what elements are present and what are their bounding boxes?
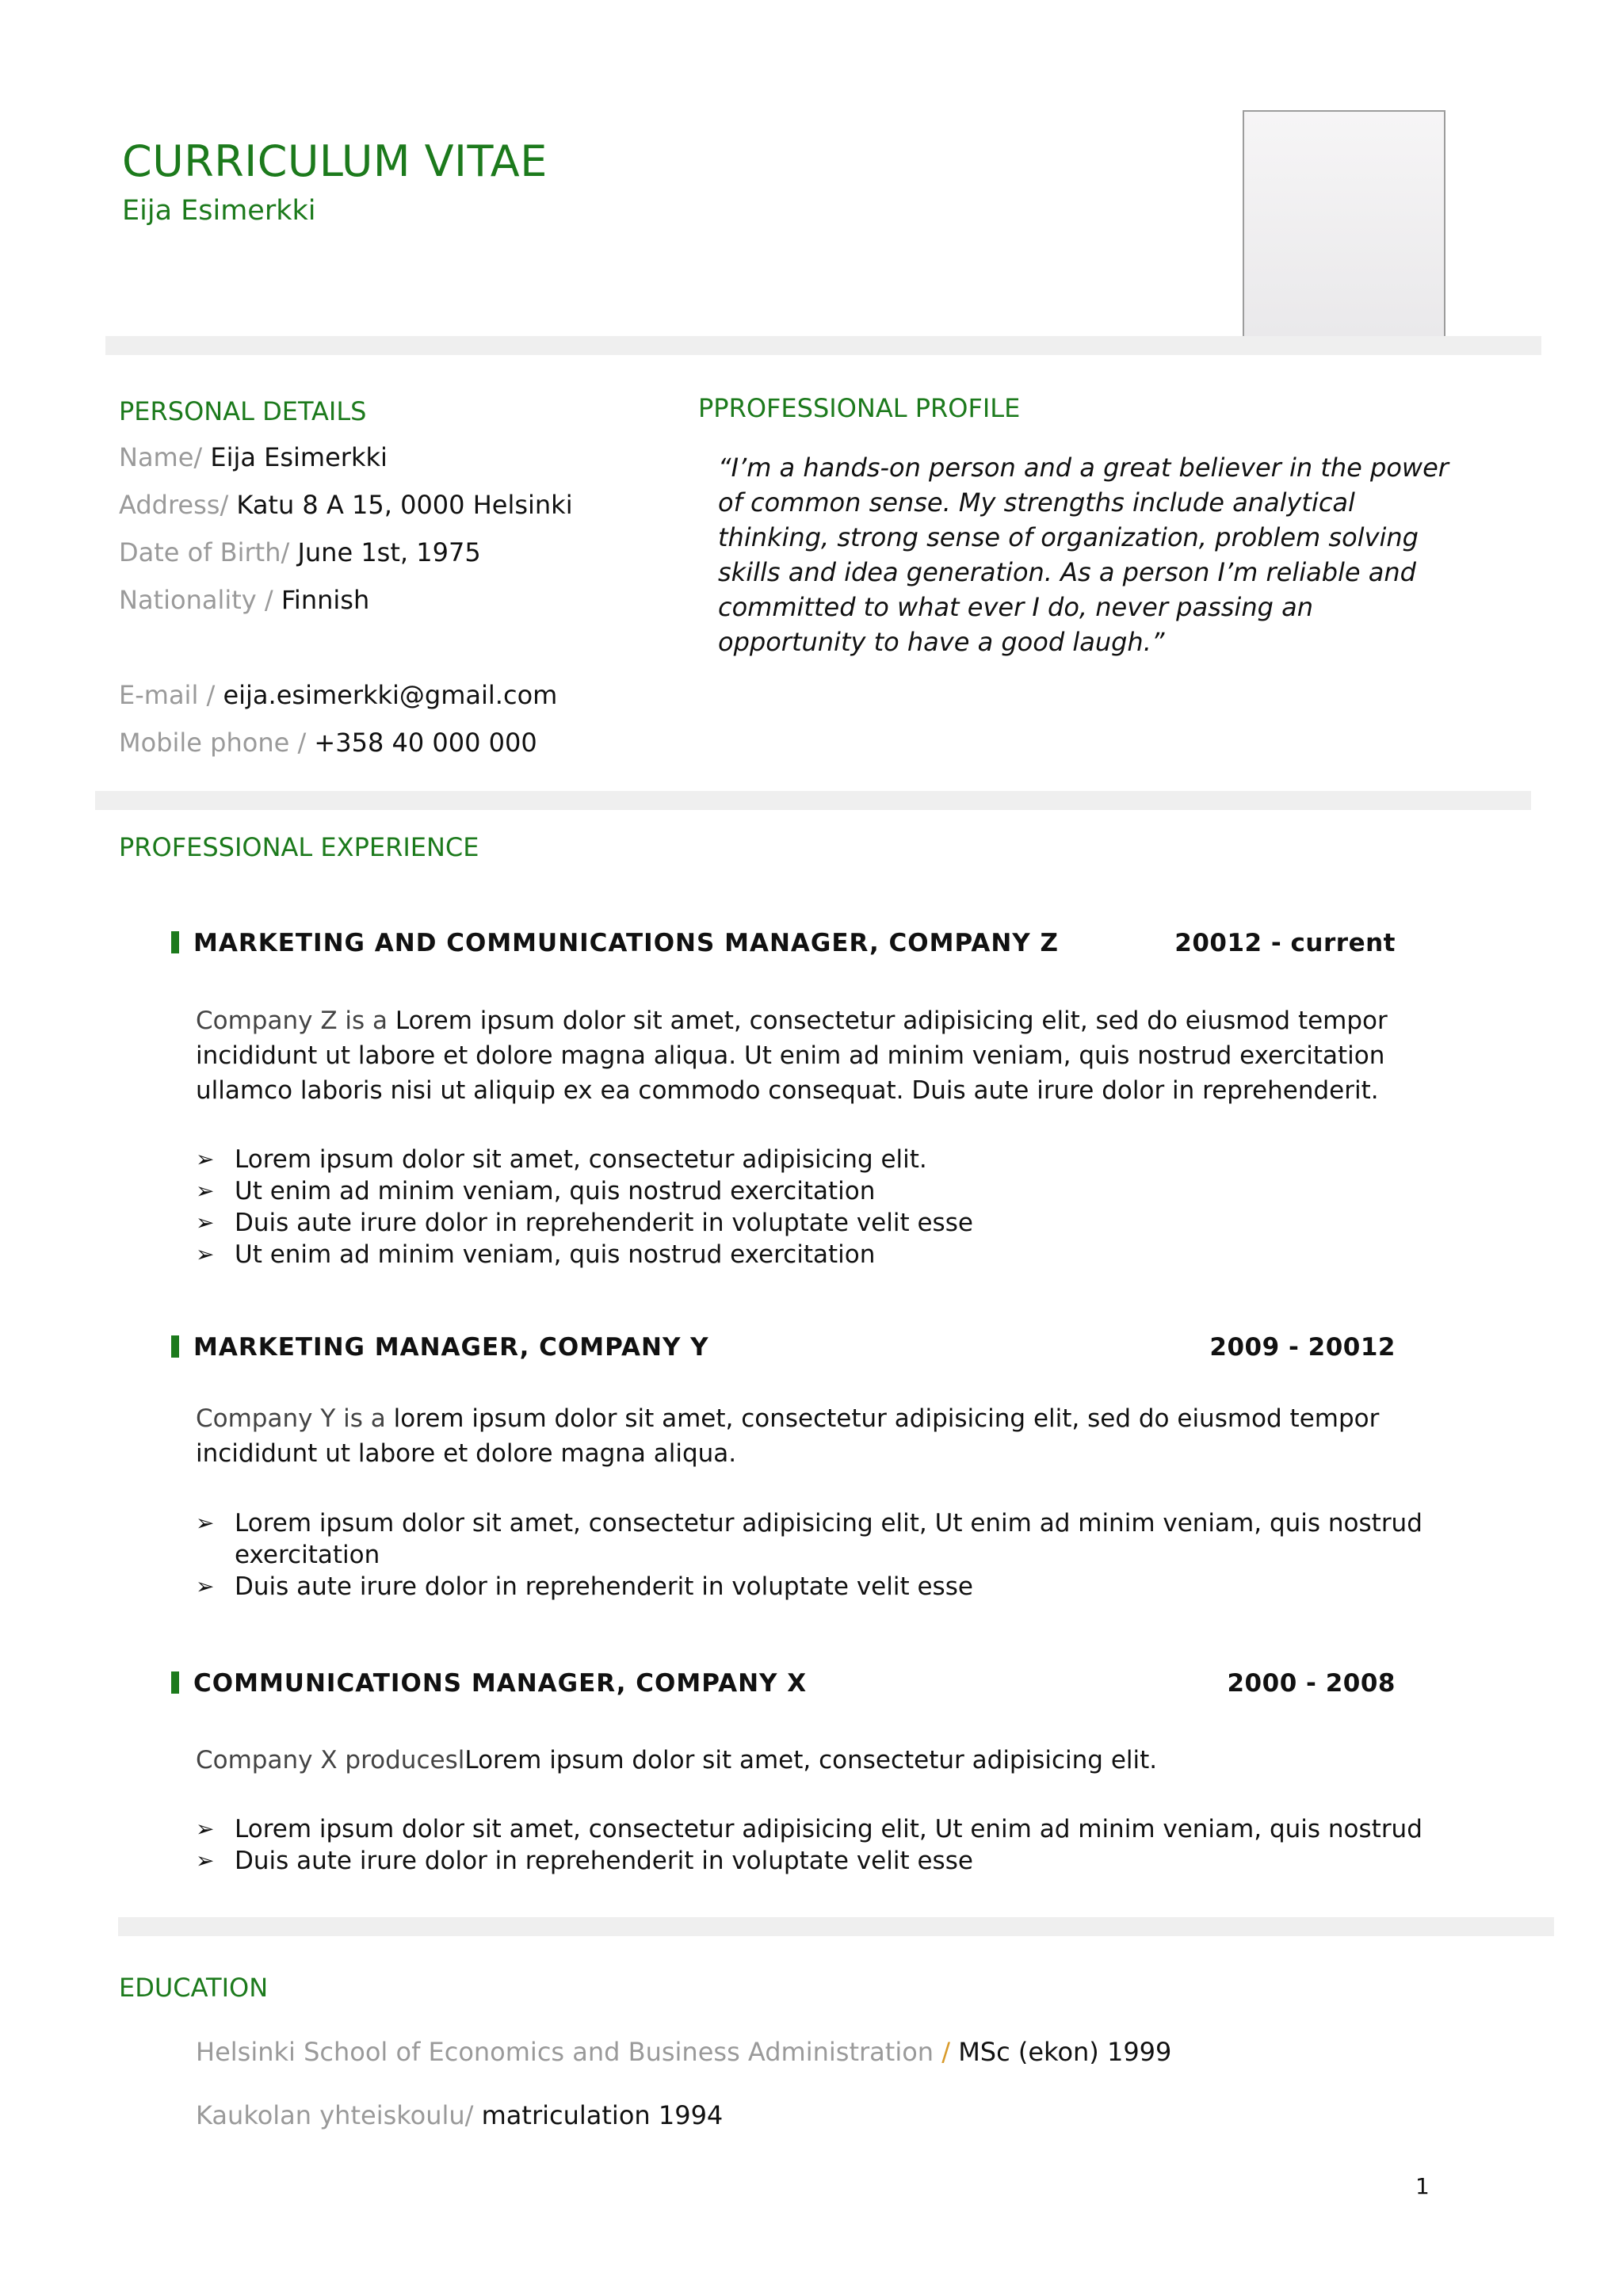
job-bullet-list bbox=[196, 1813, 1464, 1877]
detail-label: Mobile phone / bbox=[119, 728, 315, 758]
detail-label: E-mail / bbox=[119, 680, 223, 710]
job-description bbox=[196, 1401, 1448, 1471]
job-desc-line: lorem ipsum dolor sit amet, consectetur adipisicing elit, sed do eiusmod tempor bbox=[393, 1404, 1380, 1433]
job-title: MARKETING AND COMMUNICATIONS MANAGER, COMPANY Z bbox=[193, 929, 1060, 957]
job-dates: 2000 - 2008 bbox=[1227, 1669, 1396, 1698]
cv-name: Eija Esimerkki bbox=[122, 195, 316, 227]
profile-line: opportunity to have a good laugh.” bbox=[718, 627, 1165, 657]
list-item: ➢ Lorem ipsum dolor sit amet, consectetur adipisicing elit, Ut enim ad minim veniam, quis nostrud exercitation bbox=[196, 1507, 1464, 1571]
profile-line: committed to what ever I do, never passing an bbox=[718, 592, 1313, 622]
job-dates: 2009 - 20012 bbox=[1209, 1333, 1396, 1362]
job-desc-line: incididunt ut labore et dolore magna aliqua. Ut enim ad minim veniam, quis nostrud exercitation bbox=[196, 1041, 1385, 1070]
detail-name bbox=[119, 442, 388, 472]
detail-label: Nationality / bbox=[119, 585, 281, 615]
education-degree: matriculation 1994 bbox=[481, 2100, 724, 2130]
detail-email bbox=[119, 680, 557, 710]
job-title-row bbox=[171, 1669, 1396, 1698]
job-marker bbox=[171, 1335, 179, 1358]
detail-address bbox=[119, 490, 573, 520]
education-school: Kaukolan yhteiskoulu/ bbox=[196, 2100, 482, 2130]
education-separator: / bbox=[941, 2037, 959, 2067]
profile-line: thinking, strong sense of organization, problem solving bbox=[718, 522, 1419, 552]
job-lead: Company Z is a bbox=[196, 1007, 395, 1035]
detail-label: Name/ bbox=[119, 442, 211, 472]
job-lead: Company X producesl bbox=[196, 1746, 465, 1775]
job-title-row bbox=[171, 1333, 1396, 1362]
detail-value: Eija Esimerkki bbox=[210, 442, 388, 472]
job-title: MARKETING MANAGER, COMPANY Y bbox=[193, 1333, 709, 1362]
education-heading: EDUCATION bbox=[119, 1973, 269, 2003]
profile-quote bbox=[718, 450, 1510, 659]
education-row bbox=[196, 2100, 723, 2130]
divider-band bbox=[95, 791, 1531, 810]
list-item: ➢ Duis aute irure dolor in reprehenderit in voluptate velit esse bbox=[196, 1845, 1464, 1877]
profile-line: skills and idea generation. As a person I’m reliable and bbox=[718, 557, 1416, 587]
detail-date-of-birth bbox=[119, 537, 481, 567]
detail-mobile-phone bbox=[119, 728, 537, 758]
job-description bbox=[196, 1743, 1448, 1778]
list-item: ➢ Lorem ipsum dolor sit amet, consectetur adipisicing elit. bbox=[196, 1144, 1464, 1175]
job-marker bbox=[171, 931, 179, 953]
list-item: ➢ Lorem ipsum dolor sit amet, consectetur adipisicing elit, Ut enim ad minim veniam, quis nostrud bbox=[196, 1813, 1464, 1845]
divider-band bbox=[118, 1917, 1554, 1936]
photo-placeholder bbox=[1243, 110, 1445, 354]
list-item: ➢ Duis aute irure dolor in reprehenderit in voluptate velit esse bbox=[196, 1571, 1464, 1603]
education-school: Helsinki School of Economics and Business Administration bbox=[196, 2037, 942, 2067]
detail-value: eija.esimerkki@gmail.com bbox=[223, 680, 558, 710]
detail-label: Address/ bbox=[119, 490, 237, 520]
job-lead: Company Y is a bbox=[196, 1404, 394, 1433]
education-degree: MSc (ekon) 1999 bbox=[958, 2037, 1172, 2067]
list-item: ➢ Duis aute irure dolor in reprehenderit in voluptate velit esse bbox=[196, 1207, 1464, 1239]
detail-label: Date of Birth/ bbox=[119, 537, 298, 567]
job-desc-line: Lorem ipsum dolor sit amet, consectetur adipisicing elit, sed do eiusmod tempor bbox=[395, 1007, 1388, 1035]
profile-line: “I’m a hands-on person and a great believer in the power bbox=[718, 453, 1449, 483]
detail-nationality bbox=[119, 585, 369, 615]
job-marker bbox=[171, 1671, 179, 1694]
job-dates: 20012 - current bbox=[1174, 929, 1396, 957]
divider-band bbox=[105, 336, 1541, 355]
cv-title: CURRICULUM VITAE bbox=[122, 136, 548, 186]
education-row bbox=[196, 2037, 1171, 2067]
page-number: 1 bbox=[1415, 2173, 1430, 2199]
job-title-row bbox=[171, 929, 1396, 958]
profile-line: of common sense. My strengths include analytical bbox=[718, 487, 1355, 518]
professional-experience-heading: PROFESSIONAL EXPERIENCE bbox=[119, 832, 479, 862]
professional-profile-heading: PPROFESSIONAL PROFILE bbox=[698, 393, 1021, 423]
job-title: COMMUNICATIONS MANAGER, COMPANY X bbox=[193, 1669, 808, 1698]
detail-value: Katu 8 A 15, 0000 Helsinki bbox=[236, 490, 573, 520]
job-desc-line: incididunt ut labore et dolore magna aliqua. bbox=[196, 1439, 737, 1468]
personal-details-heading: PERSONAL DETAILS bbox=[119, 396, 367, 426]
job-bullet-list bbox=[196, 1144, 1464, 1270]
detail-value: +358 40 000 000 bbox=[314, 728, 537, 758]
detail-value: Finnish bbox=[281, 585, 370, 615]
job-desc-line: Lorem ipsum dolor sit amet, consectetur adipisicing elit. bbox=[464, 1746, 1158, 1775]
job-bullet-list bbox=[196, 1507, 1464, 1603]
list-item: ➢ Ut enim ad minim veniam, quis nostrud exercitation bbox=[196, 1175, 1464, 1207]
job-desc-line: ullamco laboris nisi ut aliquip ex ea commodo consequat. Duis aute irure dolor in reprehenderit. bbox=[196, 1076, 1379, 1105]
detail-value: June 1st, 1975 bbox=[297, 537, 481, 567]
list-item: ➢ Ut enim ad minim veniam, quis nostrud exercitation bbox=[196, 1239, 1464, 1270]
job-description bbox=[196, 1003, 1448, 1108]
